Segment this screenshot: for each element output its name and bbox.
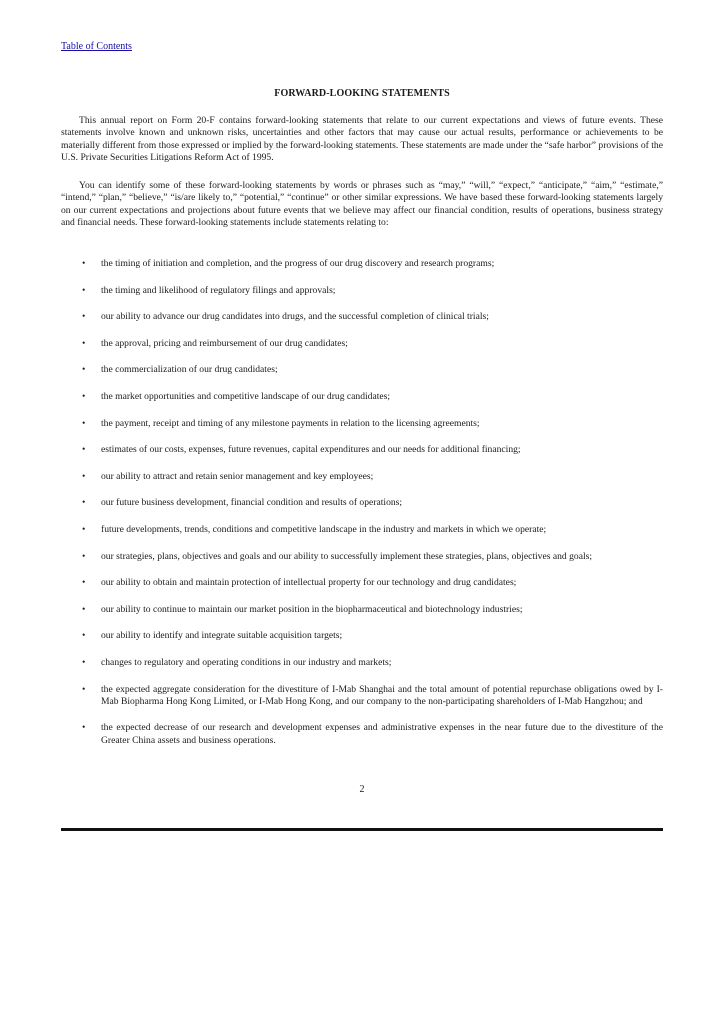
list-item-text: the approval, pricing and reimbursement of our drug candidates; [101, 337, 348, 349]
forward-looking-topics-list [61, 258, 663, 761]
bullet-icon: • [82, 683, 86, 695]
list-item [61, 285, 663, 297]
page-divider [61, 828, 663, 831]
list-item-text: our ability to advance our drug candidates into drugs, and the successful completion of clinical trials; [101, 311, 489, 323]
list-item-text: the timing of initiation and completion, and the progress of our drug discovery and research programs; [101, 258, 495, 269]
bullet-icon: • [82, 390, 86, 402]
list-item [61, 418, 663, 430]
list-item-text: the market opportunities and competitive landscape of our drug candidates; [101, 390, 391, 402]
list-item-text: our ability to attract and retain senior management and key employees; [101, 470, 374, 482]
list-item-text: our ability to continue to maintain our market position in the biopharmaceutical and biotechnology industries; [101, 603, 523, 615]
list-item [61, 551, 663, 563]
bullet-icon: • [82, 284, 86, 296]
bullet-icon: • [82, 603, 86, 615]
list-item [61, 258, 663, 270]
list-item [61, 338, 663, 350]
list-item-text: our strategies, plans, objectives and goals and our ability to successfully implement these strategies, plans, objectives and goals; [101, 550, 593, 562]
list-item-text: the expected decrease of our research and development expenses and administrative expenses in the near future due to the divestiture of the Greater China assets and business operations. [101, 722, 663, 746]
list-item-text: future developments, trends, conditions and competitive landscape in the industry and markets in which we operate; [101, 523, 547, 535]
list-item [61, 311, 663, 323]
bullet-icon: • [82, 523, 86, 535]
table-of-contents-link[interactable]: Table of Contents [61, 41, 132, 52]
list-item [61, 391, 663, 403]
bullet-icon: • [82, 630, 86, 642]
list-item-text: the timing and likelihood of regulatory filings and approvals; [101, 284, 336, 296]
identification-paragraph: You can identify some of these forward-looking statements by words or phrases such as “may,” “will,” “expect,” “anticipate,” “aim,” “estimate,” “intend,” “plan,” “believe,” “is/are likely to,” “potential,” “continue” or other similar expressions. We have based these forward-looking statements largely on our current expectations and projections about future events that we believe may affect our financial condition, results of operations, business strategy and financial needs. These forward-looking statements include statements relating to: [61, 180, 663, 228]
list-item-text: the payment, receipt and timing of any milestone payments in relation to the licensing agreements; [101, 417, 480, 429]
list-item [61, 577, 663, 589]
list-item [61, 497, 663, 509]
bullet-icon: • [82, 311, 86, 323]
list-item [61, 604, 663, 616]
bullet-icon: • [82, 337, 86, 349]
list-item [61, 524, 663, 536]
list-item-text: the commercialization of our drug candidates; [101, 364, 278, 376]
list-item [61, 444, 663, 456]
bullet-icon: • [82, 417, 86, 429]
bullet-icon: • [82, 470, 86, 482]
intro-paragraph: This annual report on Form 20-F contains forward-looking statements that relate to our current expectations and views of future events. These statements involve known and unknown risks, uncertainties and other factors that may cause our actual results, performance or achievements to be materially different from those expressed or implied by the forward-looking statements. These statements are made under the “safe harbor” provisions of the U.S. Private Securities Litigations Reform Act of 1995. [61, 115, 663, 163]
list-item [61, 630, 663, 642]
list-item [61, 657, 663, 669]
list-item-text: our ability to obtain and maintain protection of intellectual property for our technology and drug candidates; [101, 577, 517, 589]
section-title: FORWARD-LOOKING STATEMENTS [274, 88, 450, 99]
list-item-text: our future business development, financial condition and results of operations; [101, 497, 403, 509]
list-item [61, 471, 663, 483]
bullet-icon: • [82, 550, 86, 562]
bullet-icon: • [82, 258, 86, 269]
bullet-icon: • [82, 722, 86, 734]
bullet-icon: • [82, 364, 86, 376]
list-item [61, 722, 663, 747]
bullet-icon: • [82, 656, 86, 668]
list-item-text: changes to regulatory and operating conditions in our industry and markets; [101, 656, 392, 668]
list-item [61, 364, 663, 376]
list-item-text: the expected aggregate consideration for the divestiture of I-Mab Shanghai and the total amount of potential repurchase obligations owed by I-Mab Biopharma Hong Kong Limited, or I-Mab Hong Kong, and our company to the non-participating shareholders of I-Mab Hangzhou; and [101, 683, 663, 707]
bullet-icon: • [82, 577, 86, 589]
list-item [61, 684, 663, 709]
bullet-icon: • [82, 497, 86, 509]
list-item-text: our ability to identify and integrate suitable acquisition targets; [101, 630, 343, 642]
page-number: 2 [359, 784, 365, 795]
list-item-text: estimates of our costs, expenses, future revenues, capital expenditures and our needs for additional financing; [101, 444, 521, 456]
bullet-icon: • [82, 444, 86, 456]
